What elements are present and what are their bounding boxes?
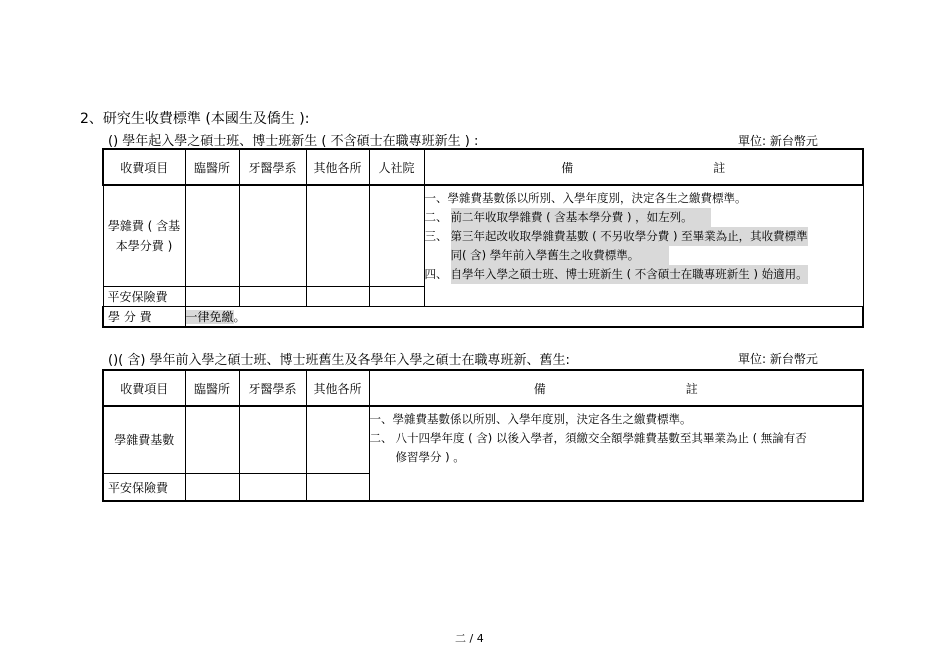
remark-header-char: 註 xyxy=(713,160,726,175)
note-number: 三、 xyxy=(424,229,448,243)
table-cell xyxy=(239,474,306,502)
note-number xyxy=(370,448,396,467)
header-cell: 臨醫所 xyxy=(185,370,239,406)
tuition-label-line: 學雜費 ( 含基 xyxy=(107,219,181,233)
table-header-row xyxy=(103,370,863,406)
note-text: 修習學分 ) 。 xyxy=(395,450,465,464)
note-number: 一、 xyxy=(424,191,448,205)
note-number: 二、 xyxy=(424,210,448,224)
part2-unit: 單位: 新台幣元 xyxy=(738,352,818,366)
tuition-label-line: 本學分費 ) xyxy=(115,239,173,253)
table-row xyxy=(103,406,863,474)
table-cell xyxy=(369,287,424,307)
header-cell: 人社院 xyxy=(369,149,424,185)
part1-unit: 單位: 新台幣元 xyxy=(738,134,818,148)
table-cell xyxy=(185,474,239,502)
note-number: 一、 xyxy=(369,412,393,426)
table-row xyxy=(103,185,863,287)
page-number: 二 / 4 xyxy=(455,632,484,645)
insurance-label: 平安保險費 xyxy=(103,287,185,307)
header-cell: 臨醫所 xyxy=(185,149,239,185)
note-number: 二、 xyxy=(369,431,393,445)
note-item xyxy=(370,410,863,429)
remark-header-char: 備 xyxy=(561,160,574,175)
header-cell: 牙醫學系 xyxy=(239,370,306,406)
table-cell xyxy=(185,287,239,307)
table-cell xyxy=(369,185,424,287)
part1-fee-table xyxy=(102,148,864,328)
note-number xyxy=(425,246,451,265)
header-cell: 其他各所 xyxy=(306,370,369,406)
note-text: 學雜費基數係以所別、入學年度別，決定各生之繳費標準。 xyxy=(392,412,692,426)
credit-fee-note-end: 。 xyxy=(233,310,246,324)
remark-header-char: 備 xyxy=(533,381,546,396)
note-item xyxy=(370,448,863,467)
table-cell xyxy=(185,406,239,474)
note-text: 前二年收取學雜費 ( 含基本學分費 ) ，如左列。 xyxy=(451,208,711,227)
base-fee-label: 學雜費基數 xyxy=(103,406,185,474)
header-cell: 收費項目 xyxy=(103,149,185,185)
note-text: 八十四學年度 ( 含) 以後入學者，須繳交全額學雜費基數至其畢業為止 ( 無論有否 xyxy=(395,431,807,445)
part1-subtitle: () 學年起入學之碩士班、博士班新生 ( 不含碩士在職專班新生 ) : xyxy=(108,134,479,149)
note-item xyxy=(370,429,863,448)
credit-fee-note-text: 一律免繳 xyxy=(185,310,234,324)
part1-notes xyxy=(424,185,863,307)
table-cell xyxy=(306,406,369,474)
header-cell: 其他各所 xyxy=(306,149,369,185)
note-item xyxy=(425,208,863,227)
credit-fee-note xyxy=(185,307,863,328)
table-row xyxy=(103,307,863,328)
table-cell xyxy=(239,406,306,474)
table-cell xyxy=(306,474,369,502)
part2-fee-table xyxy=(102,369,864,502)
part2-notes xyxy=(369,406,863,501)
note-item xyxy=(425,265,863,284)
header-cell: 牙醫學系 xyxy=(239,149,306,185)
note-item xyxy=(425,246,863,265)
table-cell xyxy=(239,185,306,287)
note-item xyxy=(425,227,863,246)
note-text: 學雜費基數係以所別、入學年度別，決定各生之繳費標準。 xyxy=(447,191,747,205)
tuition-label xyxy=(103,185,185,287)
table-cell xyxy=(306,287,369,307)
part2-subtitle: ()( 含) 學年前入學之碩士班、博士班舊生及各學年入學之碩士在職專班新、舊生: xyxy=(108,353,570,368)
credit-fee-label: 學 分 費 xyxy=(103,307,185,328)
insurance-label: 平安保險費 xyxy=(103,474,185,502)
remark-header xyxy=(424,149,863,185)
remark-header-char: 註 xyxy=(685,381,698,396)
header-cell: 收費項目 xyxy=(103,370,185,406)
remark-header xyxy=(369,370,863,406)
note-text: 同( 含) 學年前入學舊生之收費標準。 xyxy=(451,246,670,265)
note-text: 第三年起改收取學雜費基數 ( 不另收學分費 ) 至畢業為止，其收費標準 xyxy=(451,227,808,246)
section-title: 2、研究生收費標準 (本國生及僑生 ): xyxy=(80,111,310,127)
table-cell xyxy=(306,185,369,287)
note-text: 自學年入學之碩士班、博士班新生 ( 不含碩士在職專班新生 ) 始適用。 xyxy=(451,265,808,284)
table-header-row xyxy=(103,149,863,185)
note-number: 四、 xyxy=(424,267,448,281)
table-cell xyxy=(185,185,239,287)
table-cell xyxy=(239,287,306,307)
note-item xyxy=(425,189,863,208)
